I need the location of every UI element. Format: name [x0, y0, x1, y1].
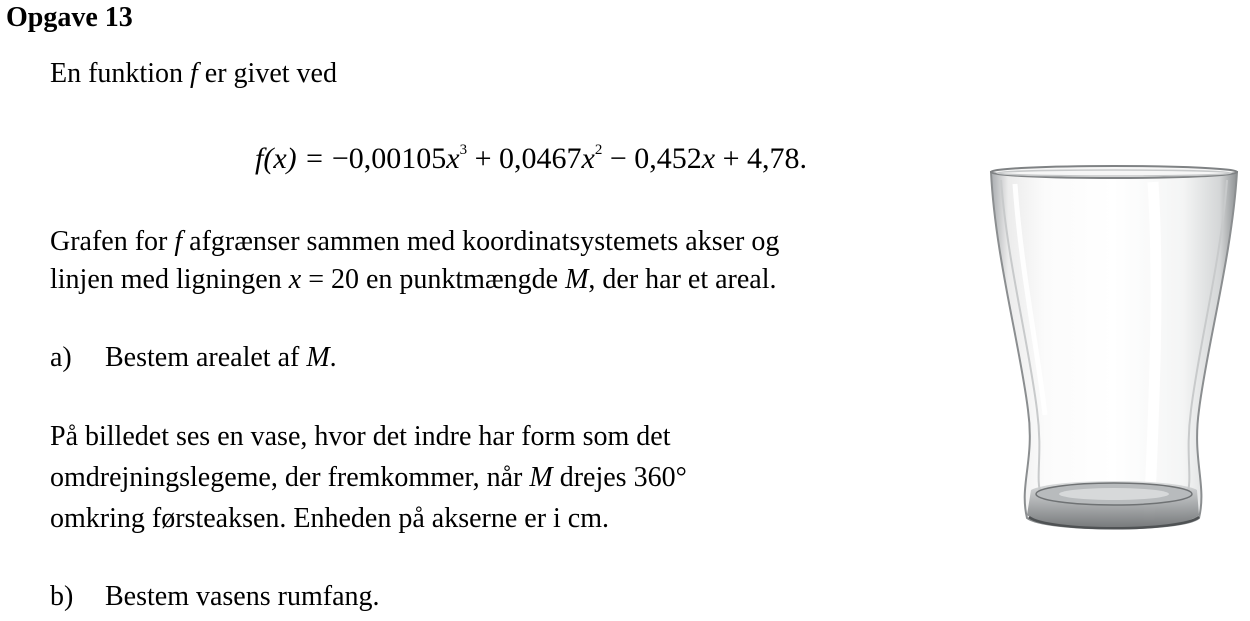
exercise-heading: Opgave 13 [6, 2, 133, 33]
formula-x3: x [701, 142, 716, 175]
vase-drawing [985, 160, 1243, 540]
para2-l1-f: f [174, 226, 183, 257]
para3-line1: På billedet ses en vase, hvor det indre har form som det [50, 421, 671, 452]
para2-l1-post: afgrænser sammen med koordinatsystemets akser og [182, 226, 780, 257]
formula-x1: x [446, 142, 460, 175]
para3-l2-M: M [529, 462, 553, 493]
para2-l2-M: M [565, 264, 589, 295]
glass-vase-icon [985, 160, 1243, 540]
para2-l1-pre: Grafen for [50, 226, 175, 257]
question-a-pre: Bestem arealet af [105, 342, 307, 373]
question-b-label: b) [50, 581, 74, 612]
para3-l2-post: drejes 360° [552, 462, 687, 493]
intro-post: er givet ved [197, 58, 337, 89]
para2-l2-post: , der har et areal. [588, 264, 777, 295]
formula-term1: −0,00105 [331, 142, 447, 175]
question-a-M: M [306, 342, 330, 373]
question-b [50, 581, 380, 613]
intro-line [50, 58, 337, 90]
question-a-post: . [329, 342, 337, 373]
question-a [50, 342, 337, 374]
para2-l2-pre: linjen med ligningen [50, 264, 289, 295]
formula-term2: + 0,0467 [467, 142, 582, 175]
para2-line1 [50, 226, 779, 258]
formula-exp3: 3 [459, 142, 468, 158]
para2-line2 [50, 264, 777, 296]
formula-term4: + 4,78. [715, 142, 808, 175]
intro-f: f [190, 58, 198, 89]
formula-exp2: 2 [594, 142, 603, 158]
para3-line3: omkring førsteaksen. Enheden på akserne er i cm. [50, 503, 610, 534]
function-formula [255, 142, 807, 176]
formula-lhs: f(x) = [255, 142, 332, 175]
question-b-text: Bestem vasens rumfang. [105, 581, 380, 612]
para2-l2-eq: = 20 en punktmængde [301, 264, 566, 295]
para2-l2-x: x [288, 264, 302, 295]
para3-line2 [50, 462, 687, 494]
formula-term3: − 0,452 [602, 142, 702, 175]
question-a-label: a) [50, 342, 72, 373]
intro-pre: En funktion [50, 58, 190, 89]
para3-l2-pre: omdrejningslegeme, der fremkommer, når [50, 462, 530, 493]
formula-x2: x [581, 142, 595, 175]
